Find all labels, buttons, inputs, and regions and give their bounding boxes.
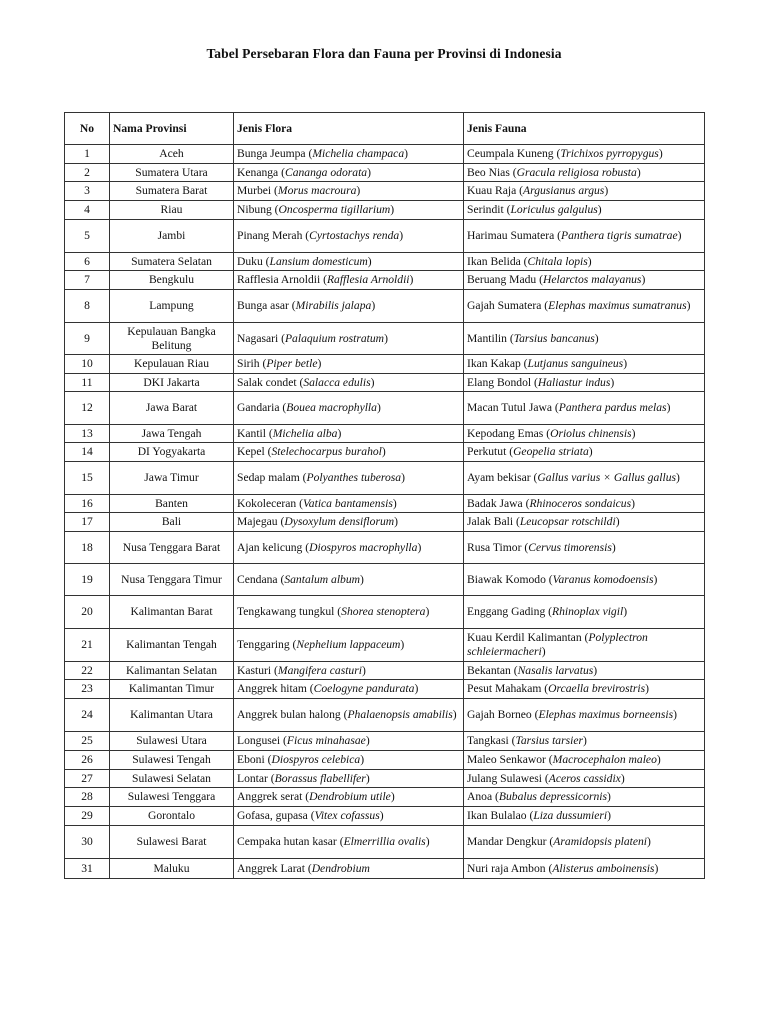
table-row	[65, 680, 705, 699]
flora-common-name: Gandaria	[237, 401, 280, 414]
row-number: 30	[65, 826, 110, 859]
fauna-scientific-name: Gracula religiosa robusta	[516, 165, 637, 179]
fauna-common-name: Beo Nias	[467, 165, 510, 179]
province-name: Bali	[110, 513, 234, 532]
province-name: Nusa Tenggara Timur	[110, 564, 234, 596]
row-number: 14	[65, 443, 110, 462]
flora-scientific-name: Mangifera casturi	[277, 663, 362, 677]
fauna-scientific-name: Chitala lopis	[527, 254, 588, 268]
row-number: 29	[65, 807, 110, 826]
fauna-cell: Ikan Kakap (Lutjanus sanguineus)	[464, 355, 705, 374]
row-number: 27	[65, 770, 110, 788]
fauna-common-name: Tangkasi	[467, 734, 509, 747]
table-row	[65, 788, 705, 807]
province-name: Lampung	[110, 290, 234, 323]
flora-common-name: Tenggaring	[237, 638, 290, 651]
fauna-common-name: Jalak Bali	[467, 515, 514, 528]
row-number: 22	[65, 662, 110, 680]
flora-scientific-name: Oncosperma tigillarium	[278, 203, 391, 216]
flora-cell: Bunga Jeumpa (Michelia champaca)	[234, 145, 464, 164]
province-name: Sulawesi Utara	[110, 732, 234, 751]
fauna-common-name: Ikan Belida	[467, 254, 521, 268]
flora-common-name: Eboni	[237, 753, 265, 766]
flora-common-name: Nagasari	[237, 331, 279, 345]
province-name: Sumatera Selatan	[110, 253, 234, 271]
table-row	[65, 807, 705, 826]
row-number: 10	[65, 355, 110, 374]
fauna-common-name: Enggang Gading	[467, 605, 546, 618]
flora-cell: Duku (Lansium domesticum)	[234, 253, 464, 271]
fauna-common-name: Serindit	[467, 203, 504, 216]
fauna-cell: Perkutut (Geopelia striata)	[464, 443, 705, 462]
flora-common-name: Nibung	[237, 203, 272, 216]
flora-cell: Murbei (Morus macroura)	[234, 182, 464, 201]
table-row	[65, 145, 705, 164]
flora-common-name: Bunga asar	[237, 299, 289, 312]
row-number: 31	[65, 859, 110, 879]
flora-cell: Eboni (Diospyros celebica)	[234, 751, 464, 770]
flora-common-name: Cempaka hutan kasar	[237, 835, 337, 848]
flora-cell: Gandaria (Bouea macrophylla)	[234, 392, 464, 425]
table-row	[65, 662, 705, 680]
fauna-cell: Nuri raja Ambon (Alisterus amboinensis)	[464, 859, 705, 879]
fauna-cell: Bekantan (Nasalis larvatus)	[464, 662, 705, 680]
fauna-cell: Tangkasi (Tarsius tarsier)	[464, 732, 705, 751]
fauna-scientific-name: Elephas maximus borneensis	[538, 708, 674, 721]
flora-cell: Longusei (Ficus minahasae)	[234, 732, 464, 751]
flora-cell: Rafflesia Arnoldii (Rafflesia Arnoldii)	[234, 271, 464, 290]
table-row	[65, 425, 705, 443]
table-row	[65, 201, 705, 220]
row-number: 6	[65, 253, 110, 271]
flora-scientific-name: Cananga odorata	[284, 165, 368, 179]
fauna-common-name: Ayam bekisar	[467, 471, 531, 484]
fauna-scientific-name: Orcaella brevirostris	[548, 682, 646, 695]
province-name: Riau	[110, 201, 234, 220]
flora-cell: Cempaka hutan kasar (Elmerrillia ovalis)	[234, 826, 464, 859]
province-name: Jawa Barat	[110, 392, 234, 425]
fauna-scientific-name: Alisterus amboinensis	[552, 861, 655, 875]
table-row	[65, 323, 705, 355]
flora-cell: Anggrek Larat (Dendrobium	[234, 859, 464, 879]
fauna-cell: Ayam bekisar (Gallus varius × Gallus gallus)	[464, 462, 705, 495]
province-name: Kalimantan Selatan	[110, 662, 234, 680]
flora-scientific-name: Piper betle	[266, 357, 318, 370]
fauna-scientific-name: Loriculus galgulus	[510, 203, 598, 216]
flora-scientific-name: Bouea macrophylla	[286, 401, 377, 414]
flora-cell: Kepel (Stelechocarpus burahol)	[234, 443, 464, 462]
flora-cell: Kasturi (Mangifera casturi)	[234, 662, 464, 680]
province-name: Sumatera Utara	[110, 164, 234, 182]
row-number: 11	[65, 374, 110, 392]
province-name: Kalimantan Tengah	[110, 629, 234, 662]
flora-scientific-name: Phalaenopsis amabilis	[347, 708, 453, 721]
fauna-scientific-name: Panthera pardus melas	[558, 401, 667, 414]
fauna-common-name: Gajah Borneo	[467, 708, 532, 721]
flora-cell: Anggrek hitam (Coelogyne pandurata)	[234, 680, 464, 699]
fauna-scientific-name: Polyplectron schleiermacheri	[467, 631, 648, 658]
flora-common-name: Anggrek hitam	[237, 682, 307, 695]
row-number: 7	[65, 271, 110, 290]
row-number: 23	[65, 680, 110, 699]
flora-scientific-name: Coelogyne pandurata	[313, 682, 415, 695]
province-name: Sumatera Barat	[110, 182, 234, 201]
province-name: Jawa Tengah	[110, 425, 234, 443]
fauna-scientific-name: Macrocephalon maleo	[552, 753, 657, 766]
flora-common-name: Anggrek serat	[237, 790, 303, 803]
row-number: 21	[65, 629, 110, 662]
flora-scientific-name: Shorea stenoptera	[341, 605, 426, 618]
row-number: 5	[65, 220, 110, 253]
province-name: Kepulauan Riau	[110, 355, 234, 374]
flora-common-name: Sirih	[237, 357, 260, 370]
flora-common-name: Pinang Merah	[237, 229, 303, 242]
province-name: DKI Jakarta	[110, 374, 234, 392]
fauna-scientific-name: Tarsius tarsier	[515, 734, 584, 747]
province-name: Kalimantan Utara	[110, 699, 234, 732]
flora-cell: Bunga asar (Mirabilis jalapa)	[234, 290, 464, 323]
row-number: 28	[65, 788, 110, 807]
header-no: No	[65, 113, 110, 145]
row-number: 25	[65, 732, 110, 751]
flora-cell: Nagasari (Palaquium rostratum)	[234, 323, 464, 355]
fauna-common-name: Anoa	[467, 790, 493, 803]
flora-common-name: Anggrek Larat	[237, 861, 305, 875]
fauna-scientific-name: Leucopsar rotschildi	[519, 515, 616, 528]
fauna-cell: Enggang Gading (Rhinoplax vigil)	[464, 596, 705, 629]
table-row	[65, 220, 705, 253]
fauna-scientific-name: Elephas maximus sumatranus	[548, 299, 687, 312]
fauna-common-name: Harimau Sumatera	[467, 229, 555, 242]
flora-scientific-name: Cyrtostachys renda	[309, 229, 400, 242]
table-row	[65, 859, 705, 879]
fauna-cell: Rusa Timor (Cervus timorensis)	[464, 532, 705, 564]
table-row	[65, 443, 705, 462]
flora-cell: Kenanga (Cananga odorata)	[234, 164, 464, 182]
fauna-scientific-name: Panthera tigris sumatrae	[561, 229, 678, 242]
fauna-cell: Kuau Raja (Argusianus argus)	[464, 182, 705, 201]
flora-common-name: Kokoleceran	[237, 496, 297, 510]
fauna-common-name: Nuri raja Ambon	[467, 861, 546, 875]
fauna-cell: Beruang Madu (Helarctos malayanus)	[464, 271, 705, 290]
table-row	[65, 826, 705, 859]
fauna-scientific-name: Lutjanus sanguineus	[527, 357, 624, 370]
fauna-scientific-name: Aceros cassidix	[548, 771, 621, 785]
table-row	[65, 699, 705, 732]
flora-common-name: Ajan kelicung	[237, 540, 303, 554]
province-name: Gorontalo	[110, 807, 234, 826]
fauna-cell: Serindit (Loriculus galgulus)	[464, 201, 705, 220]
fauna-common-name: Kepodang Emas	[467, 426, 544, 440]
flora-scientific-name: Dendrobium	[311, 861, 370, 875]
flora-cell: Anggrek bulan halong (Phalaenopsis amabilis)	[234, 699, 464, 732]
fauna-scientific-name: Rhinoceros sondaicus	[529, 496, 632, 510]
flora-cell: Sirih (Piper betle)	[234, 355, 464, 374]
flora-cell: Kantil (Michelia alba)	[234, 425, 464, 443]
flora-scientific-name: Vitex cofassus	[314, 809, 380, 822]
province-name: Kepulauan Bangka Belitung	[110, 323, 234, 355]
flora-common-name: Duku	[237, 254, 263, 268]
flora-common-name: Murbei	[237, 184, 272, 197]
province-name: Nusa Tenggara Barat	[110, 532, 234, 564]
fauna-cell: Beo Nias (Gracula religiosa robusta)	[464, 164, 705, 182]
header-province: Nama Provinsi	[110, 113, 234, 145]
flora-scientific-name: Ficus minahasae	[286, 734, 366, 747]
fauna-scientific-name: Rhinoplax vigil	[552, 605, 624, 618]
table-row	[65, 596, 705, 629]
flora-cell: Tenggaring (Nephelium lappaceum)	[234, 629, 464, 662]
row-number: 16	[65, 495, 110, 513]
row-number: 12	[65, 392, 110, 425]
fauna-scientific-name: Gallus varius × Gallus gallus	[537, 471, 677, 484]
table-row	[65, 182, 705, 201]
fauna-common-name: Pesut Mahakam	[467, 682, 542, 695]
flora-cell: Majegau (Dysoxylum densiflorum)	[234, 513, 464, 532]
table-row	[65, 355, 705, 374]
table-row	[65, 564, 705, 596]
fauna-common-name: Mandar Dengkur	[467, 835, 547, 848]
fauna-common-name: Kuau Raja	[467, 184, 517, 197]
row-number: 13	[65, 425, 110, 443]
header-flora: Jenis Flora	[234, 113, 464, 145]
row-number: 17	[65, 513, 110, 532]
fauna-common-name: Perkutut	[467, 445, 507, 458]
flora-cell: Salak condet (Salacca edulis)	[234, 374, 464, 392]
row-number: 15	[65, 462, 110, 495]
table-row	[65, 290, 705, 323]
fauna-scientific-name: Liza dussumieri	[533, 809, 608, 822]
province-name: Maluku	[110, 859, 234, 879]
page-title: Tabel Persebaran Flora dan Fauna per Provinsi di Indonesia	[206, 46, 562, 61]
flora-scientific-name: Lansium domesticum	[269, 254, 368, 268]
fauna-cell: Macan Tutul Jawa (Panthera pardus melas)	[464, 392, 705, 425]
flora-cell: Sedap malam (Polyanthes tuberosa)	[234, 462, 464, 495]
header-fauna: Jenis Fauna	[464, 113, 705, 145]
fauna-scientific-name: Helarctos malayanus	[543, 273, 642, 286]
table-row	[65, 462, 705, 495]
fauna-cell: Mandar Dengkur (Aramidopsis plateni)	[464, 826, 705, 859]
province-name: Banten	[110, 495, 234, 513]
fauna-cell: Gajah Borneo (Elephas maximus borneensis)	[464, 699, 705, 732]
flora-scientific-name: Mirabilis jalapa	[295, 299, 372, 312]
flora-common-name: Sedap malam	[237, 471, 300, 484]
fauna-scientific-name: Trichixos pyrropygus	[560, 147, 659, 160]
flora-common-name: Kepel	[237, 445, 265, 458]
flora-cell: Nibung (Oncosperma tigillarium)	[234, 201, 464, 220]
table-row	[65, 392, 705, 425]
table-row	[65, 629, 705, 662]
fauna-common-name: Elang Bondol	[467, 375, 532, 389]
table-row	[65, 374, 705, 392]
flora-scientific-name: Nephelium lappaceum	[296, 638, 401, 651]
fauna-common-name: Rusa Timor	[467, 540, 522, 554]
flora-common-name: Kasturi	[237, 663, 272, 677]
row-number: 8	[65, 290, 110, 323]
flora-common-name: Rafflesia Arnoldii	[237, 273, 321, 286]
province-name: Kalimantan Timur	[110, 680, 234, 699]
row-number: 24	[65, 699, 110, 732]
table-row	[65, 271, 705, 290]
province-name: Sulawesi Selatan	[110, 770, 234, 788]
fauna-common-name: Maleo Senkawor	[467, 753, 546, 766]
flora-scientific-name: Diospyros celebica	[271, 753, 361, 766]
province-name: Jambi	[110, 220, 234, 253]
fauna-cell: Julang Sulawesi (Aceros cassidix)	[464, 770, 705, 788]
flora-cell: Lontar (Borassus flabellifer)	[234, 770, 464, 788]
flora-scientific-name: Dysoxylum densiflorum	[284, 515, 395, 528]
flora-scientific-name: Morus macroura	[277, 184, 357, 197]
fauna-scientific-name: Nasalis larvatus	[517, 663, 594, 677]
fauna-common-name: Macan Tutul Jawa	[467, 401, 553, 414]
flora-scientific-name: Borassus flabellifer	[274, 771, 366, 785]
fauna-scientific-name: Geopelia striata	[513, 445, 589, 458]
flora-cell: Kokoleceran (Vatica bantamensis)	[234, 495, 464, 513]
flora-scientific-name: Vatica bantamensis	[303, 496, 393, 510]
flora-common-name: Bunga Jeumpa	[237, 147, 306, 160]
flora-common-name: Lontar	[237, 771, 268, 785]
fauna-cell: Badak Jawa (Rhinoceros sondaicus)	[464, 495, 705, 513]
fauna-scientific-name: Aramidopsis plateni	[553, 835, 648, 848]
flora-common-name: Salak condet	[237, 375, 297, 389]
fauna-cell: Ceumpala Kuneng (Trichixos pyrropygus)	[464, 145, 705, 164]
fauna-scientific-name: Cervus timorensis	[528, 540, 612, 554]
fauna-cell: Maleo Senkawor (Macrocephalon maleo)	[464, 751, 705, 770]
fauna-common-name: Kuau Kerdil Kalimantan	[467, 631, 582, 644]
flora-scientific-name: Palaquium rostratum	[284, 331, 385, 345]
fauna-common-name: Badak Jawa	[467, 496, 523, 510]
table-row	[65, 770, 705, 788]
province-name: Aceh	[110, 145, 234, 164]
fauna-common-name: Julang Sulawesi	[467, 771, 543, 785]
province-name: Bengkulu	[110, 271, 234, 290]
fauna-common-name: Gajah Sumatera	[467, 299, 542, 312]
flora-common-name: Longusei	[237, 734, 281, 747]
fauna-common-name: Bekantan	[467, 663, 511, 677]
fauna-cell: Kepodang Emas (Oriolus chinensis)	[464, 425, 705, 443]
fauna-scientific-name: Varanus komodoensis	[552, 572, 654, 586]
flora-scientific-name: Polyanthes tuberosa	[306, 471, 402, 484]
flora-scientific-name: Rafflesia Arnoldii	[326, 273, 410, 286]
fauna-common-name: Ceumpala Kuneng	[467, 147, 554, 160]
fauna-cell: Biawak Komodo (Varanus komodoensis)	[464, 564, 705, 596]
row-number: 26	[65, 751, 110, 770]
province-name: Sulawesi Tenggara	[110, 788, 234, 807]
row-number: 4	[65, 201, 110, 220]
fauna-cell: Mantilin (Tarsius bancanus)	[464, 323, 705, 355]
flora-cell: Ajan kelicung (Diospyros macrophylla)	[234, 532, 464, 564]
fauna-scientific-name: Oriolus chinensis	[550, 426, 632, 440]
flora-scientific-name: Elmerrillia ovalis	[343, 835, 426, 848]
flora-cell: Anggrek serat (Dendrobium utile)	[234, 788, 464, 807]
fauna-common-name: Ikan Kakap	[467, 357, 521, 370]
province-name: Jawa Timur	[110, 462, 234, 495]
flora-common-name: Gofasa, gupasa	[237, 809, 308, 822]
row-number: 20	[65, 596, 110, 629]
row-number: 19	[65, 564, 110, 596]
flora-cell: Tengkawang tungkul (Shorea stenoptera)	[234, 596, 464, 629]
table-row	[65, 751, 705, 770]
table-row	[65, 164, 705, 182]
fauna-cell: Elang Bondol (Haliastur indus)	[464, 374, 705, 392]
row-number: 18	[65, 532, 110, 564]
flora-scientific-name: Salacca edulis	[303, 375, 371, 389]
table-row	[65, 495, 705, 513]
flora-common-name: Tengkawang tungkul	[237, 605, 335, 618]
province-name: DI Yogyakarta	[110, 443, 234, 462]
flora-common-name: Cendana	[237, 572, 278, 586]
fauna-cell: Ikan Belida (Chitala lopis)	[464, 253, 705, 271]
flora-scientific-name: Santalum album	[284, 572, 361, 586]
fauna-common-name: Beruang Madu	[467, 273, 537, 286]
flora-cell: Pinang Merah (Cyrtostachys renda)	[234, 220, 464, 253]
flora-common-name: Kantil	[237, 426, 266, 440]
table-row	[65, 253, 705, 271]
row-number: 1	[65, 145, 110, 164]
flora-scientific-name: Michelia alba	[272, 426, 338, 440]
fauna-scientific-name: Tarsius bancanus	[513, 331, 595, 345]
fauna-cell: Pesut Mahakam (Orcaella brevirostris)	[464, 680, 705, 699]
flora-scientific-name: Michelia champaca	[312, 147, 405, 160]
fauna-scientific-name: Argusianus argus	[523, 184, 605, 197]
flora-common-name: Anggrek bulan halong	[237, 708, 344, 721]
row-number: 2	[65, 164, 110, 182]
row-number: 3	[65, 182, 110, 201]
table-row	[65, 532, 705, 564]
flora-fauna-table	[64, 112, 705, 879]
table-header-row	[65, 113, 705, 145]
flora-common-name: Majegau	[237, 515, 278, 528]
flora-cell: Gofasa, gupasa (Vitex cofassus)	[234, 807, 464, 826]
table-row	[65, 513, 705, 532]
fauna-cell: Ikan Bulalao (Liza dussumieri)	[464, 807, 705, 826]
fauna-cell: Gajah Sumatera (Elephas maximus sumatranus)	[464, 290, 705, 323]
fauna-common-name: Mantilin	[467, 331, 507, 345]
flora-scientific-name: Diospyros macrophylla	[309, 540, 418, 554]
fauna-common-name: Biawak Komodo	[467, 572, 546, 586]
fauna-scientific-name: Bubalus depressicornis	[498, 790, 607, 803]
flora-scientific-name: Dendrobium utile	[309, 790, 391, 803]
flora-scientific-name: Stelechocarpus burahol	[271, 445, 382, 458]
fauna-common-name: Ikan Bulalao	[467, 809, 527, 822]
fauna-cell: Anoa (Bubalus depressicornis)	[464, 788, 705, 807]
fauna-cell: Harimau Sumatera (Panthera tigris sumatrae)	[464, 220, 705, 253]
fauna-scientific-name: Haliastur indus	[537, 375, 611, 389]
province-name: Kalimantan Barat	[110, 596, 234, 629]
province-name: Sulawesi Tengah	[110, 751, 234, 770]
flora-common-name: Kenanga	[237, 165, 279, 179]
flora-cell: Cendana (Santalum album)	[234, 564, 464, 596]
province-name: Sulawesi Barat	[110, 826, 234, 859]
row-number: 9	[65, 323, 110, 355]
table-row	[65, 732, 705, 751]
fauna-cell: Jalak Bali (Leucopsar rotschildi)	[464, 513, 705, 532]
fauna-cell: Kuau Kerdil Kalimantan (Polyplectron schleiermacheri)	[464, 629, 705, 662]
table-body	[65, 145, 705, 879]
